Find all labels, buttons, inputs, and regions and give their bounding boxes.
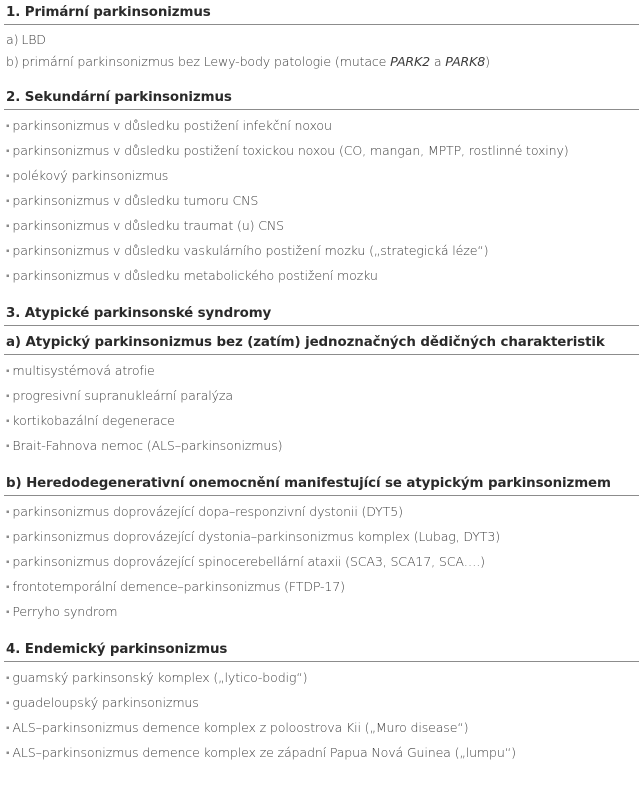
- item-text: ALS–parkinsonizmus demence komplex z poloostrova Kii („Muro disease“): [12, 720, 469, 735]
- section-heading: 4. Endemický parkinsonizmus: [4, 639, 639, 662]
- list-item: [6, 600, 639, 625]
- list-item: [6, 189, 639, 214]
- item-text: polékový parkinsonizmus: [12, 168, 169, 183]
- section-atypical: [4, 303, 639, 625]
- subsection-heading: a) Atypický parkinsonizmus bez (zatím) jednoznačných dědičných charakteristik: [4, 332, 639, 355]
- item-text: parkinsonizmus doprovázející dystonia–parkinsonizmus komplex (Lubag, DYT3): [12, 529, 500, 544]
- list-item: [6, 741, 639, 766]
- subsection-heading: b) Heredodegenerativní onemocnění manifestující se atypickým parkinsonizmem: [4, 473, 639, 496]
- item-text: Perryho syndrom: [12, 604, 118, 619]
- bullet-icon: ▪: [6, 582, 10, 593]
- item-text: parkinsonizmus v důsledku traumat (u) CNS: [12, 218, 284, 233]
- bullet-icon: ▪: [6, 557, 10, 568]
- item-text: ALS–parkinsonizmus demence komplex ze západní Papua Nová Guinea („lumpu“): [12, 745, 516, 760]
- item-text: Brait-Fahnova nemoc (ALS–parkinsonizmus): [12, 438, 283, 453]
- item-text: LBD: [21, 32, 46, 47]
- list-item: [6, 164, 639, 189]
- list-item: [6, 114, 639, 139]
- bullet-icon: ▪: [6, 723, 10, 734]
- item-text: guadeloupský parkinsonizmus: [12, 695, 199, 710]
- bullet-icon: ▪: [6, 673, 10, 684]
- section-heading: 2. Sekundární parkinsonizmus: [4, 87, 639, 110]
- item-text: multisystémová atrofie: [12, 363, 155, 378]
- list-item: [6, 716, 639, 741]
- list-item: [6, 575, 639, 600]
- section-secondary: [4, 87, 639, 289]
- bullet-icon: ▪: [6, 507, 10, 518]
- list-item: [6, 384, 639, 409]
- bullet-icon: ▪: [6, 171, 10, 182]
- item-text-conj: a: [429, 54, 446, 69]
- bullet-icon: ▪: [6, 698, 10, 709]
- section-endemic: [4, 639, 639, 766]
- bullet-icon: ▪: [6, 196, 10, 207]
- bullet-list: [4, 500, 639, 625]
- item-text: primární parkinsonizmus bez Lewy-body patologie (mutace: [21, 54, 391, 69]
- item-text: kortikobazální degenerace: [12, 413, 175, 428]
- gene-name: PARK2: [390, 54, 430, 69]
- item-text: frontotemporální demence–parkinsonizmus (FTDP-17): [12, 579, 345, 594]
- item-text: guamský parkinsonský komplex („lytico-bodig“): [12, 670, 308, 685]
- item-text: parkinsonizmus v důsledku metabolického postižení mozku: [12, 268, 378, 283]
- section-primary: [4, 2, 639, 73]
- item-prefix: a): [6, 32, 19, 47]
- bullet-icon: ▪: [6, 221, 10, 232]
- list-item: [6, 139, 639, 164]
- list-item: [6, 214, 639, 239]
- bullet-list: [4, 359, 639, 459]
- list-item: [6, 51, 639, 73]
- gene-name: PARK8: [445, 54, 486, 69]
- bullet-icon: ▪: [6, 441, 10, 452]
- list-item: [6, 691, 639, 716]
- item-text: parkinsonizmus doprovázející spinocerebellární ataxii (SCA3, SCA17, SCA….): [12, 554, 485, 569]
- bullet-icon: ▪: [6, 607, 10, 618]
- list-item: [6, 550, 639, 575]
- item-text: parkinsonizmus v důsledku tumoru CNS: [12, 193, 259, 208]
- list-item: [6, 409, 639, 434]
- bullet-icon: ▪: [6, 146, 10, 157]
- item-text: parkinsonizmus v důsledku postižení toxickou noxou (CO, mangan, MPTP, rostlinné toxiny): [12, 143, 569, 158]
- list-item: [6, 666, 639, 691]
- bullet-icon: ▪: [6, 246, 10, 257]
- bullet-icon: ▪: [6, 748, 10, 759]
- section-heading: 3. Atypické parkinsonské syndromy: [4, 303, 639, 326]
- item-text: progresivní supranukleární paralýza: [12, 388, 233, 403]
- section-heading: 1. Primární parkinsonizmus: [4, 2, 639, 25]
- bullet-icon: ▪: [6, 416, 10, 427]
- item-prefix: b): [6, 54, 19, 69]
- item-text-end: ): [485, 54, 490, 69]
- bullet-icon: ▪: [6, 271, 10, 282]
- bullet-list: [4, 114, 639, 289]
- list-item: [6, 500, 639, 525]
- list-item: [6, 359, 639, 384]
- bullet-icon: ▪: [6, 121, 10, 132]
- list-item: [6, 239, 639, 264]
- list-item: [6, 525, 639, 550]
- item-text: parkinsonizmus v důsledku postižení infekční noxou: [12, 118, 332, 133]
- primary-list: [4, 29, 639, 73]
- bullet-icon: ▪: [6, 391, 10, 402]
- bullet-list: [4, 666, 639, 766]
- list-item: [6, 264, 639, 289]
- bullet-icon: ▪: [6, 532, 10, 543]
- list-item: [6, 29, 639, 51]
- item-text: parkinsonizmus doprovázející dopa–responzivní dystonii (DYT5): [12, 504, 403, 519]
- bullet-icon: ▪: [6, 366, 10, 377]
- list-item: [6, 434, 639, 459]
- item-text: parkinsonizmus v důsledku vaskulárního postižení mozku („strategická léze“): [12, 243, 489, 258]
